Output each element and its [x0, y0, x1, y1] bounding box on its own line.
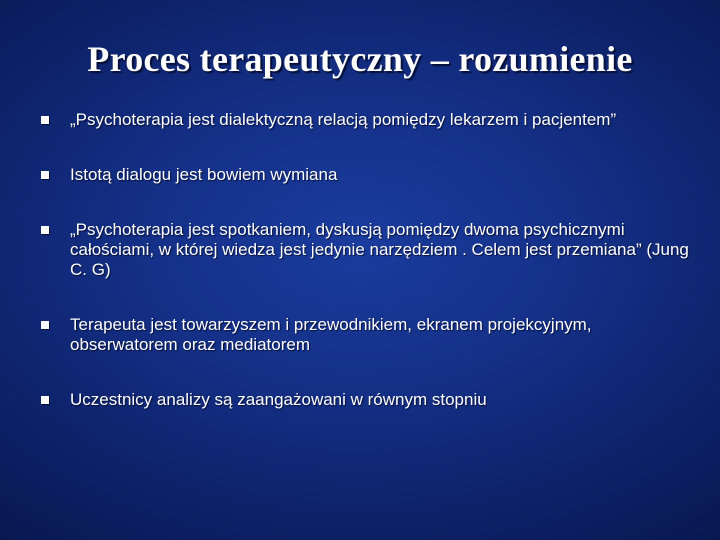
bullet-item	[40, 110, 700, 130]
slide-title: Proces terapeutyczny – rozumienie	[87, 39, 633, 79]
square-bullet-icon	[41, 321, 49, 329]
bullet-list	[40, 110, 700, 410]
square-bullet-icon	[41, 396, 49, 404]
bullet-text: Terapeuta jest towarzyszem i przewodnikiem, ekranem projekcyjnym, obserwatorem oraz mediatorem	[70, 315, 592, 354]
bullet-item	[40, 315, 700, 355]
bullet-text: Uczestnicy analizy są zaangażowani w równym stopniu	[70, 390, 487, 409]
bullet-text: „Psychoterapia jest spotkaniem, dyskusją pomiędzy dwoma psychicznymi całościami, w której wiedza jest jedynie narzędziem . Celem jest przemiana” (Jung C. G)	[70, 220, 689, 279]
bullet-item	[40, 165, 700, 185]
bullet-item	[40, 390, 700, 410]
bullet-text: „Psychoterapia jest dialektyczną relacją pomiędzy lekarzem i pacjentem”	[70, 110, 617, 129]
square-bullet-icon	[41, 226, 49, 234]
bullet-text: Istotą dialogu jest bowiem wymiana	[70, 165, 338, 184]
bullet-item	[40, 220, 700, 280]
square-bullet-icon	[41, 171, 49, 179]
square-bullet-icon	[41, 116, 49, 124]
